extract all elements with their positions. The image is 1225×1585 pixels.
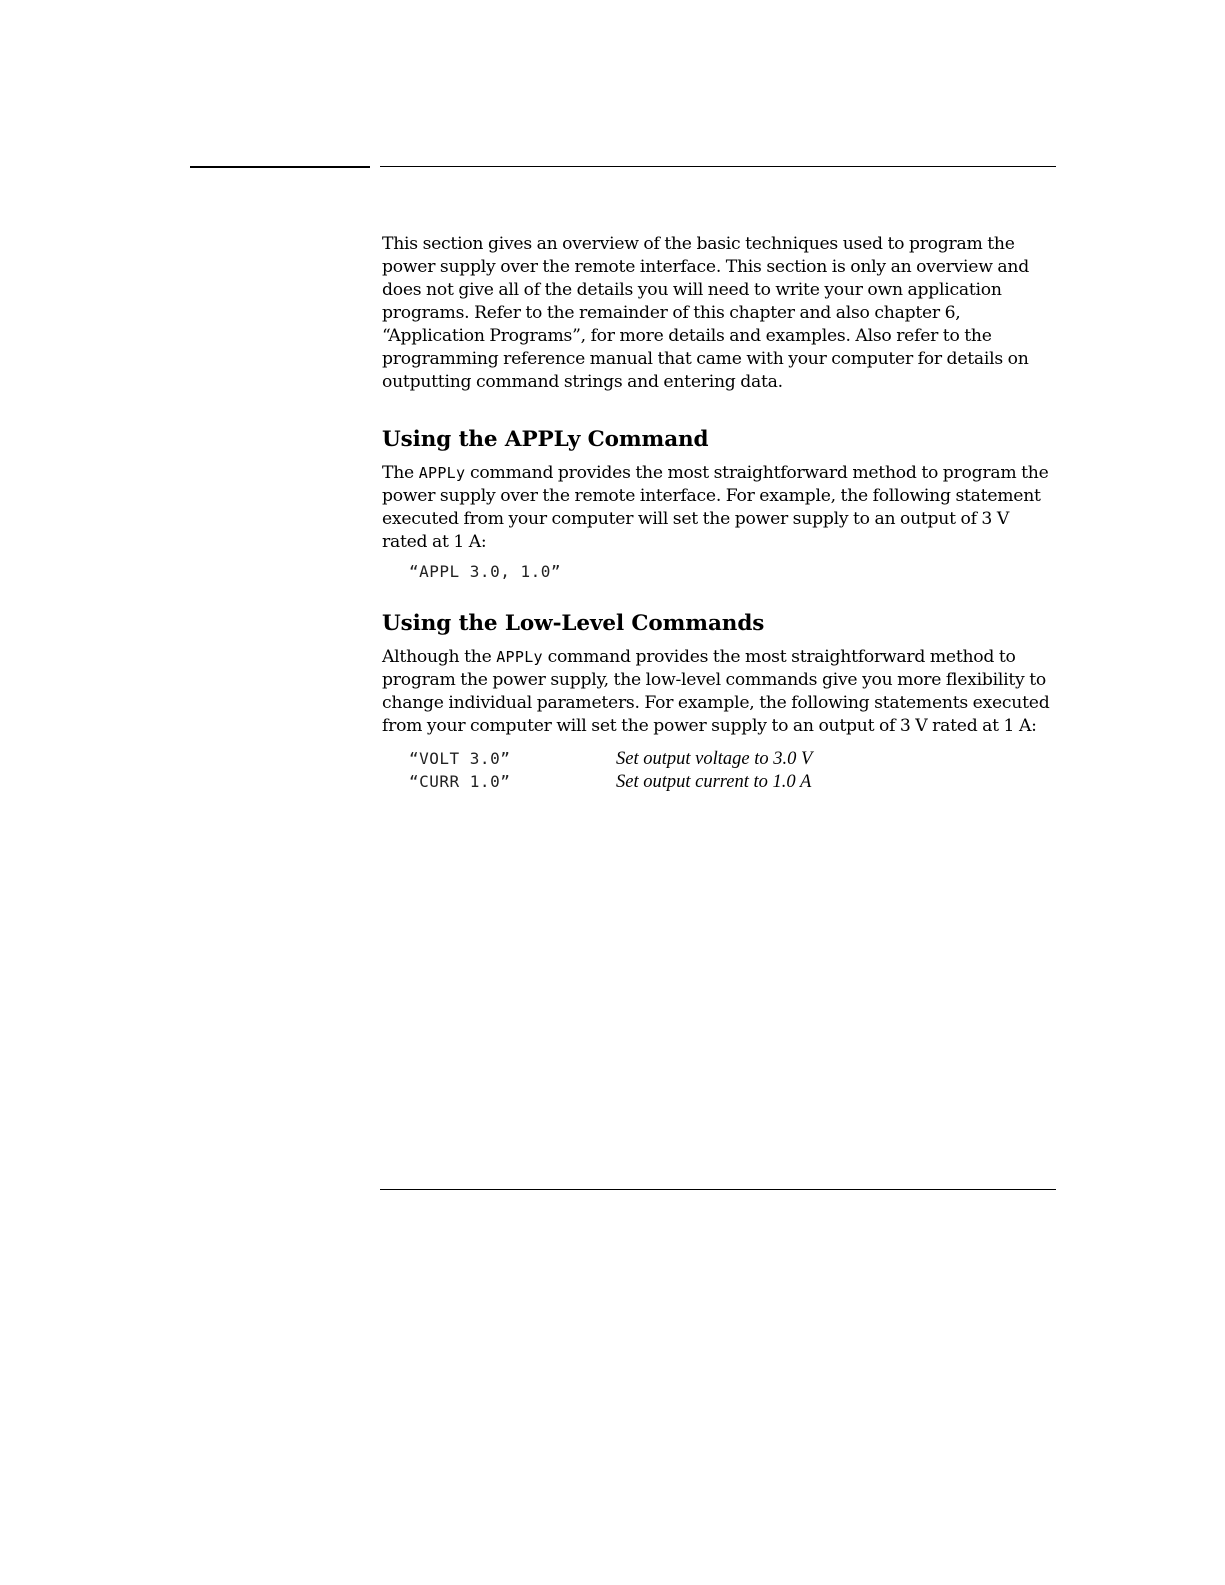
apply-para-rest: command provides the most straightforward method to program the power supply over the remote interface. For example, the following statement executed from your computer will set the power supply to an output of 3 V rated at 1 A: bbox=[382, 463, 1049, 552]
apply-keyword: APPLy bbox=[418, 464, 466, 482]
lowlevel-section-paragraph bbox=[382, 646, 1056, 738]
lowlevel-para-rest: command provides the most straightforward method to program the power supply, the low-level commands give you more flexibility to change individual parameters. For example, the following statements executed from your computer will set the power supply to an output of 3 V rated at 1 A: bbox=[382, 647, 1050, 736]
apply-section-heading: Using the APPLy Command bbox=[382, 427, 709, 452]
code-command: “VOLT 3.0” bbox=[409, 749, 511, 768]
code-description: Set output current to 1.0 A bbox=[616, 772, 812, 792]
header-rule-thin bbox=[380, 166, 1056, 167]
header-rule-thick bbox=[190, 166, 370, 168]
lowlevel-section-heading: Using the Low-Level Commands bbox=[382, 611, 765, 636]
page-content bbox=[382, 233, 1056, 793]
apply-para-lead: The bbox=[382, 463, 414, 483]
code-example-row bbox=[382, 770, 1056, 793]
code-description: Set output voltage to 3.0 V bbox=[616, 749, 813, 769]
lowlevel-para-lead: Although the bbox=[382, 647, 492, 667]
code-command: “CURR 1.0” bbox=[409, 772, 511, 791]
intro-paragraph: This section gives an overview of the basic techniques used to program the power supply over the remote interface. This section is only an overview and does not give all of the details you will need to write your own application programs. Refer to the remainder of this chapter and also chapter 6, “Application Programs”, for more details and examples. Also refer to the programming reference manual that came with your computer for details on outputting command strings and entering data. bbox=[382, 234, 1029, 392]
lowlevel-keyword: APPLy bbox=[496, 648, 543, 666]
lowlevel-code-examples bbox=[382, 747, 1056, 793]
footer-rule bbox=[380, 1189, 1056, 1190]
apply-code-example: “APPL 3.0, 1.0” bbox=[409, 562, 561, 581]
code-example-row bbox=[382, 747, 1056, 770]
apply-section-paragraph bbox=[382, 462, 1056, 554]
